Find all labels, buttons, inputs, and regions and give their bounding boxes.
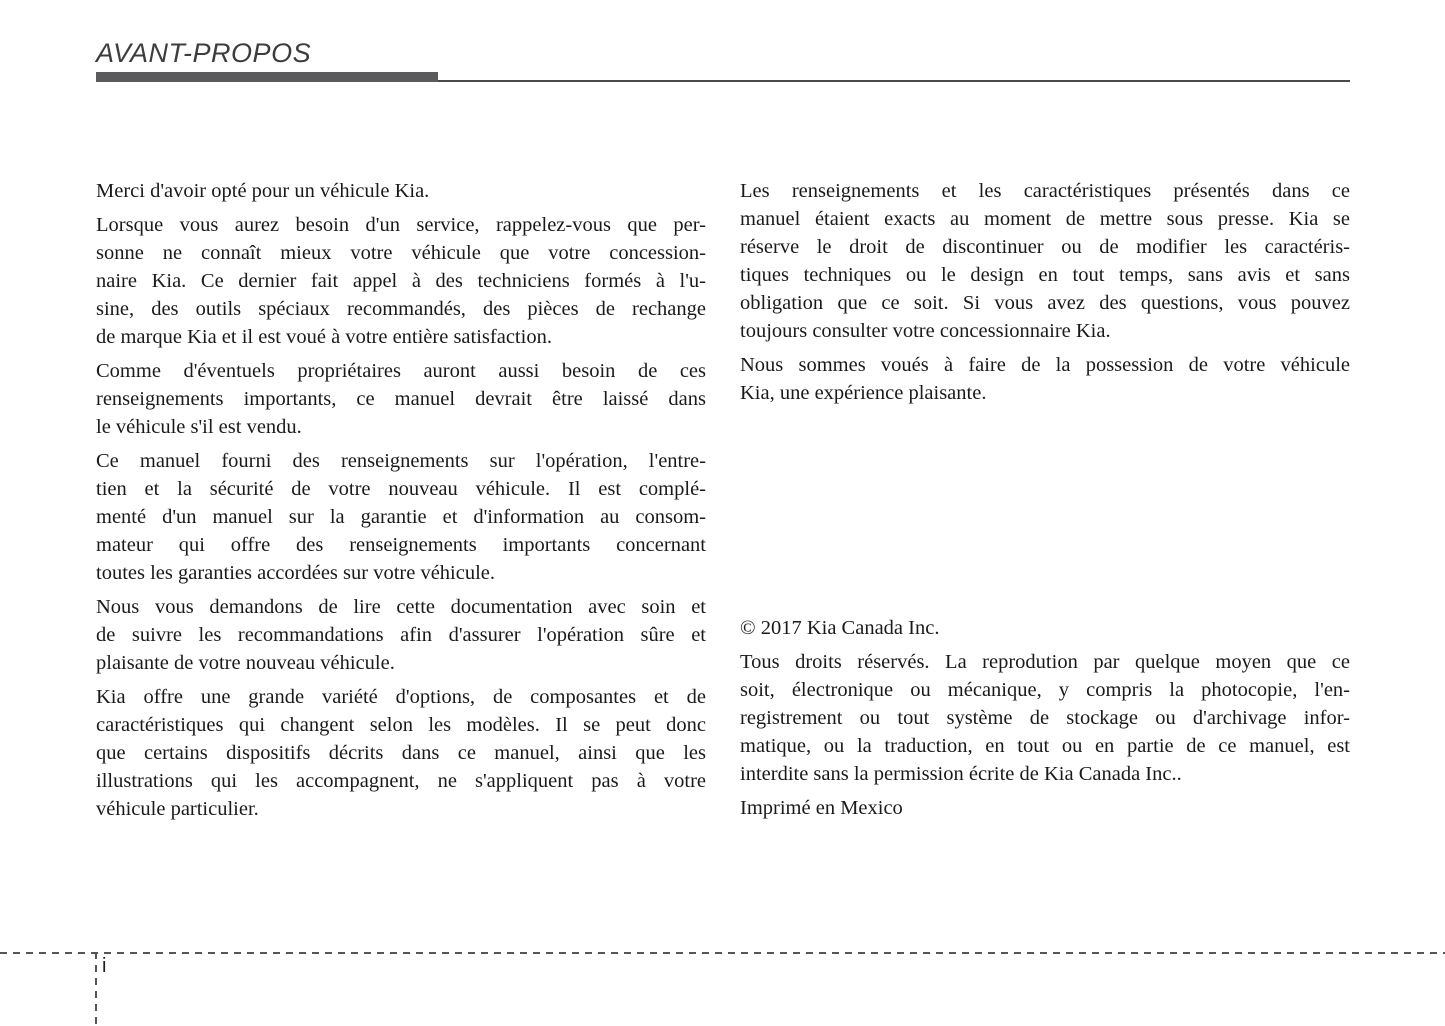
text-line: renseignements importants, ce manuel devrait être laissé dans — [96, 388, 706, 410]
footer-horizontal-dashed-line — [0, 952, 1445, 954]
text-line: de suivre les recommandations afin d'assurer l'opération sûre et — [96, 624, 706, 646]
text-line: plaisante de votre nouveau véhicule. — [96, 652, 395, 674]
text-line: interdite sans la permission écrite de Kia Canada Inc.. — [740, 763, 1182, 785]
text-line: véhicule particulier. — [96, 798, 259, 820]
text-line: de marque Kia et il est voué à votre entière satisfaction. — [96, 326, 552, 348]
text-line: menté d'un manuel sur la garantie et d'information au consom- — [96, 506, 706, 528]
text-section — [96, 177, 706, 823]
text-section — [740, 614, 1350, 822]
text-line: Merci d'avoir opté pour un véhicule Kia. — [96, 180, 430, 202]
paragraph — [96, 357, 706, 441]
text-line: Lorsque vous aurez besoin d'un service, rappelez-vous que per- — [96, 214, 706, 236]
paragraph — [96, 683, 706, 823]
left-column — [96, 177, 706, 829]
text-line: Comme d'éventuels propriétaires auront aussi besoin de ces — [96, 360, 706, 382]
text-line: caractéristiques qui changent selon les modèles. Il se peut donc — [96, 714, 706, 736]
page-body — [96, 177, 1350, 829]
text-line: sine, des outils spéciaux recommandés, des pièces de rechange — [96, 298, 706, 320]
text-line: toujours consulter votre concessionnaire Kia. — [740, 320, 1111, 342]
text-line: Les renseignements et les caractéristiques présentés dans ce — [740, 180, 1350, 202]
text-line: Ce manuel fourni des renseignements sur l'opération, l'entre- — [96, 450, 706, 472]
text-line: tiques techniques ou le design en tout temps, sans avis et sans — [740, 264, 1350, 286]
paragraph — [740, 351, 1350, 407]
footer-vertical-dashed-line — [95, 952, 97, 1026]
text-line: Nous sommes voués à faire de la possession de votre véhicule — [740, 354, 1350, 376]
paragraph — [96, 211, 706, 351]
text-line: Nous vous demandons de lire cette documentation avec soin et — [96, 596, 706, 618]
text-line: Tous droits réservés. La reprodution par quelque moyen que ce — [740, 651, 1350, 673]
paragraph — [740, 794, 1350, 822]
header-thin-rule — [438, 80, 1350, 83]
page-title: AVANT-PROPOS — [96, 38, 312, 68]
paragraph — [96, 177, 706, 205]
text-line: réserve le droit de discontinuer ou de modifier les caractéris- — [740, 236, 1350, 258]
text-line: que certains dispositifs décrits dans ce manuel, ainsi que les — [96, 742, 706, 764]
text-line: manuel étaient exacts au moment de mettre sous presse. Kia se — [740, 208, 1350, 230]
paragraph — [96, 593, 706, 677]
text-line: © 2017 Kia Canada Inc. — [740, 617, 940, 639]
text-section — [740, 177, 1350, 407]
text-line: mateur qui offre des renseignements importants concernant — [96, 534, 706, 556]
text-line: toutes les garanties accordées sur votre véhicule. — [96, 562, 496, 584]
paragraph — [96, 447, 706, 587]
header-thick-bar — [96, 72, 438, 82]
text-line: le véhicule s'il est vendu. — [96, 416, 302, 438]
paragraph — [740, 177, 1350, 345]
text-line: matique, ou la traduction, en tout ou en partie de ce manuel, est — [740, 735, 1350, 757]
text-line: sonne ne connaît mieux votre véhicule que votre concession- — [96, 242, 706, 264]
text-line: soit, électronique ou mécanique, y compris la photocopie, l'en- — [740, 679, 1350, 701]
text-line: registrement ou tout système de stockage ou d'archivage infor- — [740, 707, 1350, 729]
text-line: Imprimé en Mexico — [740, 797, 903, 819]
text-line: naire Kia. Ce dernier fait appel à des techniciens formés à l'u- — [96, 270, 706, 292]
header-rule — [96, 72, 1350, 82]
right-column — [740, 177, 1350, 829]
text-line: obligation que ce soit. Si vous avez des questions, vous pouvez — [740, 292, 1350, 314]
text-line: tien et la sécurité de votre nouveau véhicule. Il est complé- — [96, 478, 706, 500]
paragraph — [740, 614, 1350, 642]
paragraph — [740, 648, 1350, 788]
text-line: Kia offre une grande variété d'options, de composantes et de — [96, 686, 706, 708]
text-line: Kia, une expérience plaisante. — [740, 382, 987, 404]
page-number: i — [102, 955, 107, 977]
text-line: illustrations qui les accompagnent, ne s'appliquent pas à votre — [96, 770, 706, 792]
